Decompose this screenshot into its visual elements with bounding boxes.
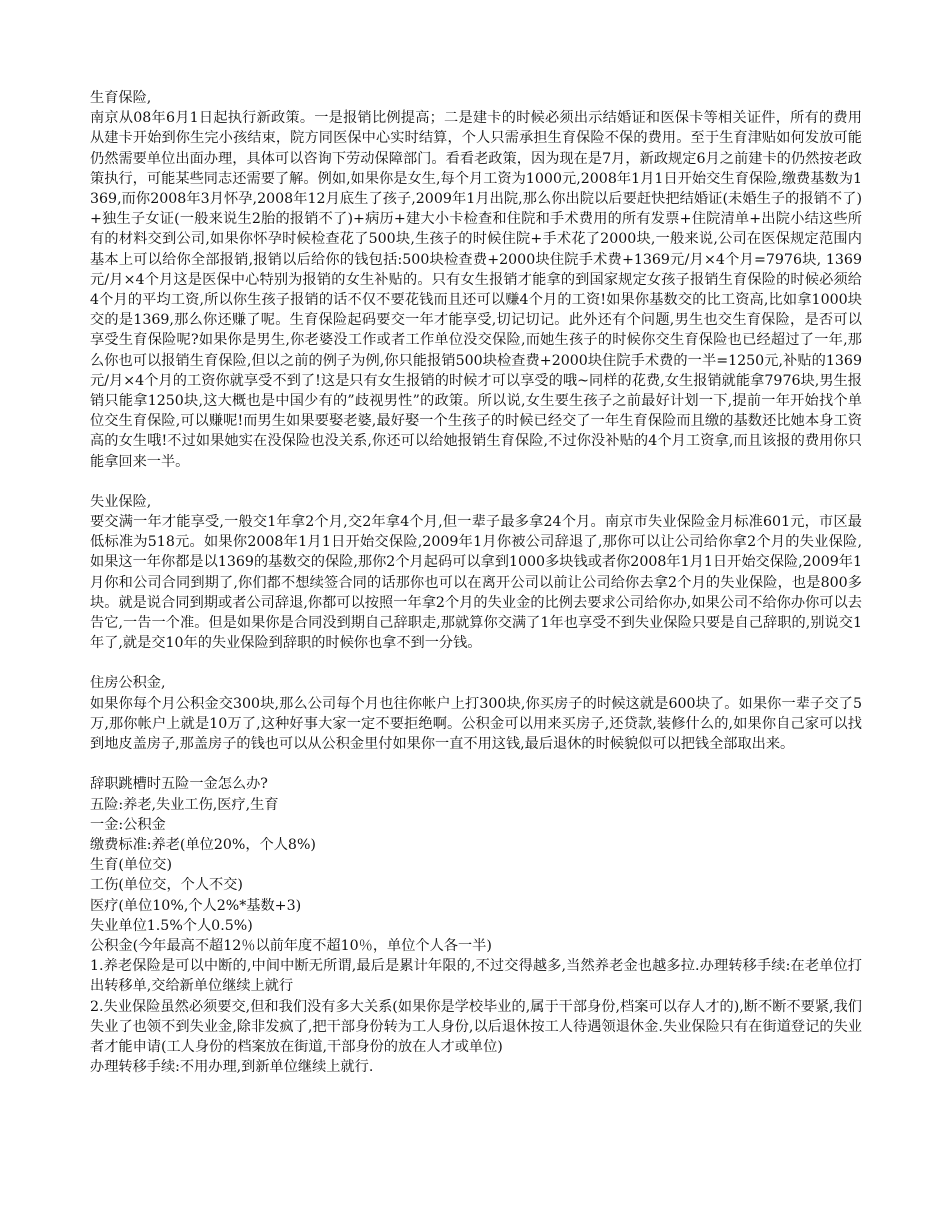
section-heading: 住房公积金, (90, 675, 166, 692)
list-item: 医疗(单位10%,个人2%*基数+3) (90, 897, 302, 914)
list-item: 失业单位1.5%个人0.5%) (90, 917, 253, 934)
job-change-section (90, 774, 862, 1077)
maternity-insurance-section (90, 88, 862, 472)
list-item: 缴费标准:养老(单位20%，个人8%) (90, 836, 316, 853)
section-heading: 生育保险, (90, 90, 152, 106)
list-item: 工伤(单位交，个人不交) (90, 877, 243, 894)
section-heading: 辞职跳槽时五险一金怎么办? (90, 776, 268, 793)
list-item: 公积金(今年最高不超12％以前年度不超10％，单位个人各一半) (90, 937, 492, 954)
section-heading: 失业保险, (90, 493, 152, 510)
section-body: 要交满一年才能享受,一般交1年拿2个月,交2年拿4个月,但一辈子最多拿24个月。南京市失业保险金月标准601元，市区最低标准为518元。如果你2008年1月1日开始交保险,2009年1月你被公司辞退了,那你可以让公司给你拿2个月的失业保险,如果这一年你都是以1369的基数交的保险,那你2个月起码可以拿到1000多块钱或者你2008年1月1日开始交保险,2009年1月你和公司合同到期了,你们都不想续签合同的话那你也可以在离开公司以前让公司给你去拿2个月的失业保险，也是800多块。就是说合同到期或者公司辞退,你都可以按照一年拿2个月的失业金的比例去要求公司给你办,如果公司不给你办你可以去告它,一告一个准。但是如果你是合同没到期自己辞职走,那就算你交满了1年也享受不到失业保险只要是自己辞职的,别说交1年了,就是交10年的失业保险到辞职的时候你也拿不到一分钱。 (90, 514, 862, 652)
list-item: 一金:公积金 (90, 816, 166, 833)
list-item: 1.养老保险是可以中断的,中间中断无所谓,最后是累计年限的,不过交得越多,当然养老金也越多拉.办理转移手续:在老单位打出转移单,交给新单位继续上就行 (90, 958, 862, 995)
list-item: 生育(单位交) (90, 857, 173, 874)
list-item: 2.失业保险虽然必须要交,但和我们没有多大关系(如果你是学校毕业的,属于干部身份,档案可以存人才的),断不断不要紧,我们失业了也领不到失业金,除非发疯了,把干部身份转为工人身份,以后退休按工人待遇领退休金.失业保险只有在街道登记的失业者才能申请(工人身份的档案放在街道,干部身份的放在人才或单位) (90, 998, 862, 1055)
list-item: 五险:养老,失业工伤,医疗,生育 (90, 796, 279, 813)
section-body: 南京从08年6月1日起执行新政策。一是报销比例提高；二是建卡的时候必须出示结婚证和医保卡等相关证件，所有的费用从建卡开始到你生完小孩结束，院方同医保中心实时结算，个人只需承担生育保险不保的费用。至于生育津贴如何发放可能仍然需要单位出面办理，具体可以咨询下劳动保障部门。看看老政策，因为现在是7月，新政规定6月之前建卡的仍然按老政策执行，可能某些同志还需要了解。例如,如果你是女生,每个月工资为1000元,2008年1月1日开始交生育保险,缴费基数为1369,而你2008年3月怀孕,2008年12月底生了孩子,2009年1月出院,那么你出院以后要赶快把结婚证(未婚生子的报销不了)+独生子女证(一般来说生2胎的报销不了)+病历+建大小卡检查和住院和手术费用的所有发票+住院清单+出院小结这些所有的材料交到公司,如果你怀孕时候检查花了500块,生孩子的时候住院+手术花了2000块,一般来说,公司在医保规定范围内基本上可以给你全部报销,报销以后给你的钱包括:500块检查费+2000块住院手术费+1369元/月×4个月=7976块, 1369元/月×4个月这是医保中心特别为报销的女生补贴的。只有女生报销才能拿的到国家规定女孩子报销生育保险的时候必须给4个月的平均工资,所以你生孩子报销的话不仅不要花钱而且还可以赚4个月的工资!如果你基数交的比工资高,比如拿1000块交的是1369,那么你还赚了呢。生育保险起码要交一年才能享受,切记切记。此外还有个问题,男生也交生育保险，是否可以享受生育保险呢?如果你是男生,你老婆没工作或者工作单位没交保险,而她生孩子的时候你交生育保险也已经超过了一年,那么你也可以报销生育保险,但以之前的例子为例,你只能报销500块检查费+2000块住院手术费的一半=1250元,补贴的1369元/月×4个月的工资你就享受不到了!这是只有女生报销的时候才可以享受的哦~同样的花费,女生报销就能拿7976块,男生报销只能拿1250块,这大概也是中国少有的”歧视男性”的政策。所以说,女生要生孩子之前最好计划一下,提前一年开始找个单位交生育保险,可以赚呢!而男生如果要娶老婆,最好娶一个生孩子的时候已经交了一年生育保险而且缴的基数还比她本身工资高的女生哦!不过如果她实在没保险也没关系,你还可以给她报销生育保险,不过你没补贴的4个月工资拿,而且该报的费用你只能拿回来一半。 (90, 110, 862, 470)
unemployment-insurance-section (90, 492, 862, 654)
list-item: 办理转移手续:不用办理,到新单位继续上就行. (90, 1059, 374, 1076)
section-body: 如果你每个月公积金交300块,那么公司每个月也往你帐户上打300块,你买房子的时候这就是600块了。如果你一辈子交了5万,那你帐户上就是10万了,这种好事大家一定不要拒绝啊。公积金可以用来买房子,还贷款,装修什么的,如果你自己家可以找到地皮盖房子,那盖房子的钱也可以从公积金里付如果你一直不用这钱,最后退休的时候貌似可以把钱全部取出来。 (90, 695, 862, 753)
housing-fund-section (90, 673, 862, 754)
